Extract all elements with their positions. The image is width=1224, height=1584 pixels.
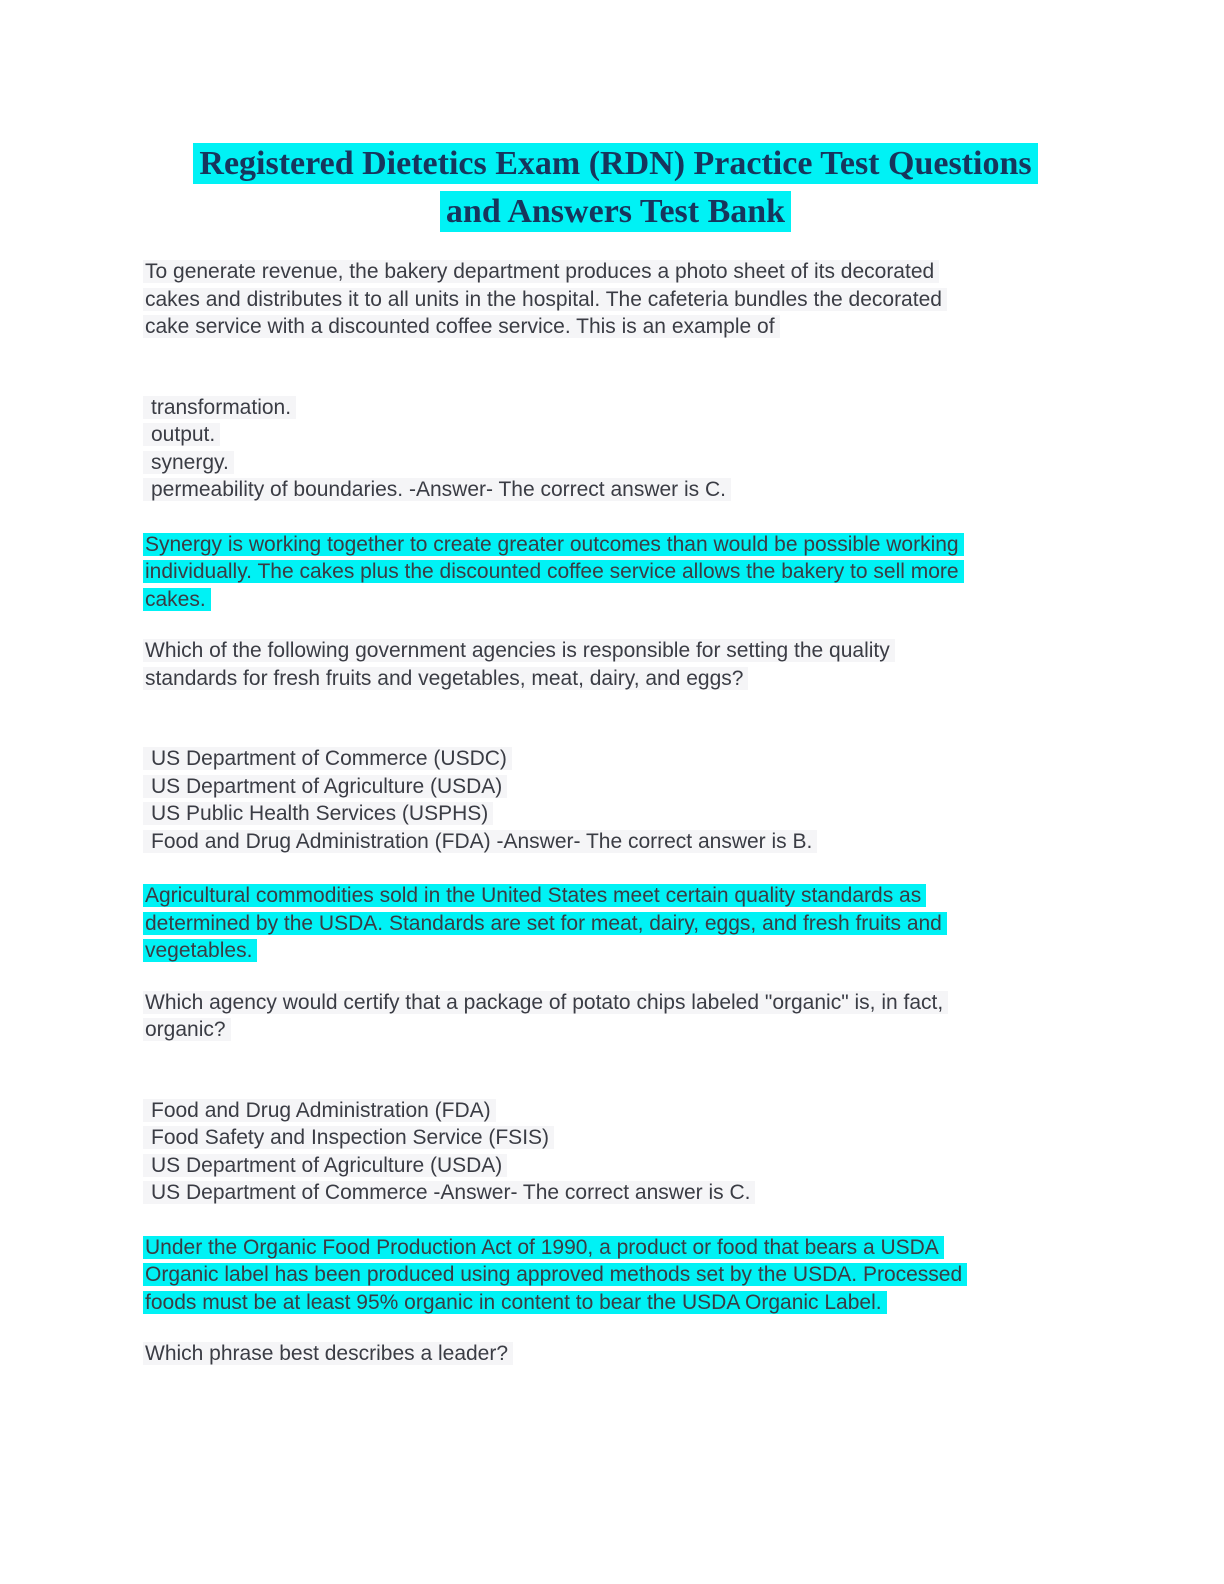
option-item: US Department of Commerce (USDC) xyxy=(143,745,1088,773)
question-2-options xyxy=(143,745,1088,855)
option-item: output. xyxy=(143,421,1088,449)
question-3-text: Which agency would certify that a package of potato chips labeled "organic" is, in fact, organic? xyxy=(143,989,1088,1044)
question-3-options xyxy=(143,1097,1088,1207)
document-content xyxy=(143,140,1088,1368)
option-item: transformation. xyxy=(143,394,1088,422)
option-item: US Department of Agriculture (USDA) xyxy=(143,1152,1088,1180)
option-item: synergy. xyxy=(143,449,1088,477)
question-1-explanation: Synergy is working together to create greater outcomes than would be possible working individually. The cakes plus the discounted coffee service allows the bakery to sell more cakes. xyxy=(143,531,1088,614)
question-2-text: Which of the following government agencies is responsible for setting the quality standards for fresh fruits and vegetables, meat, dairy, and eggs? xyxy=(143,637,1088,692)
option-item: Food and Drug Administration (FDA) xyxy=(143,1097,1088,1125)
option-item: US Department of Commerce -Answer- The correct answer is C. xyxy=(143,1179,1088,1207)
option-item: Food and Drug Administration (FDA) -Answer- The correct answer is B. xyxy=(143,828,1088,856)
page-title-line-2: and Answers Test Bank xyxy=(440,191,791,232)
option-item: US Department of Agriculture (USDA) xyxy=(143,773,1088,801)
question-4-text: Which phrase best describes a leader? xyxy=(143,1340,1088,1368)
option-item: US Public Health Services (USPHS) xyxy=(143,800,1088,828)
question-3-explanation: Under the Organic Food Production Act of 1990, a product or food that bears a USDA Organic label has been produced using approved methods set by the USDA. Processed foods must be at least 95% organic in content to bear the USDA Organic Label. xyxy=(143,1234,1088,1317)
question-2-explanation: Agricultural commodities sold in the United States meet certain quality standards as determined by the USDA. Standards are set for meat, dairy, eggs, and fresh fruits and vegetables. xyxy=(143,882,1088,965)
page-title xyxy=(143,140,1088,236)
option-item: permeability of boundaries. -Answer- The correct answer is C. xyxy=(143,476,1088,504)
page-title-line-1: Registered Dietetics Exam (RDN) Practice Test Questions xyxy=(193,143,1037,184)
option-item: Food Safety and Inspection Service (FSIS) xyxy=(143,1124,1088,1152)
question-1-text: To generate revenue, the bakery department produces a photo sheet of its decorated cakes and distributes it to all units in the hospital. The cafeteria bundles the decorated cake service with a discounted coffee service. This is an example of xyxy=(143,258,1088,341)
question-1-options xyxy=(143,394,1088,504)
